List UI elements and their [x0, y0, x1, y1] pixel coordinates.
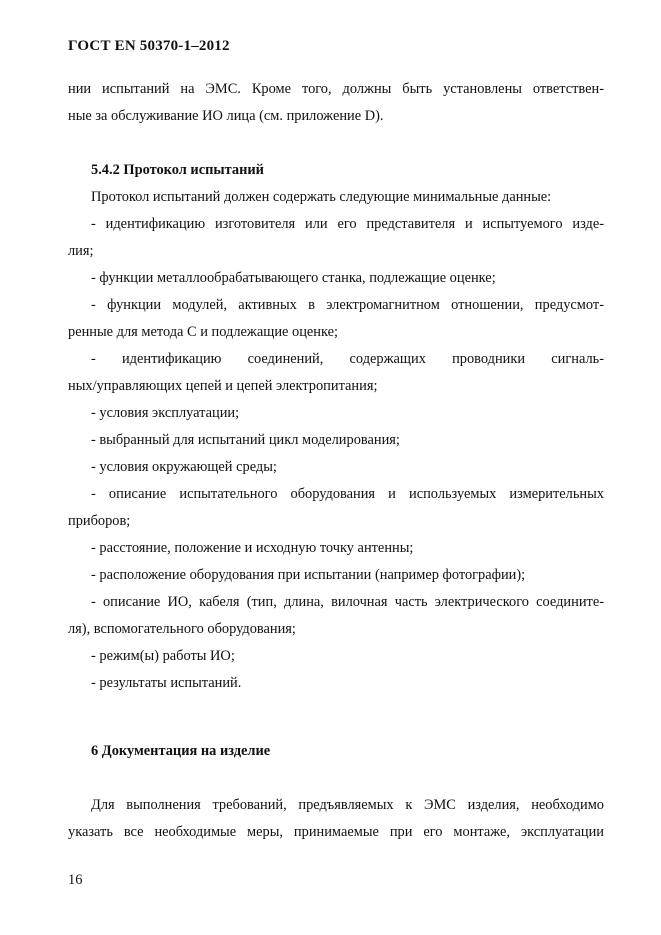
list-item: - описание ИО, кабеля (тип, длина, вилочная часть электрического соедините- — [91, 594, 604, 610]
page-number: 16 — [68, 872, 83, 888]
list-item: - условия окружающей среды; — [91, 459, 277, 475]
section-heading-5-4-2: 5.4.2 Протокол испытаний — [91, 162, 264, 178]
list-item: - условия эксплуатации; — [91, 405, 240, 421]
list-item: - режим(ы) работы ИО; — [91, 648, 235, 664]
list-item: - функции модулей, активных в электромагнитном отношении, предусмот- — [91, 297, 604, 313]
list-item-continuation: приборов; — [68, 513, 131, 529]
list-item: - идентификацию изготовителя или его представителя и испытуемого изде- — [91, 216, 604, 232]
list-item: - результаты испытаний. — [91, 675, 242, 691]
list-item-continuation: ных/управляющих цепей и цепей электропитания; — [68, 378, 378, 394]
paragraph-line: указать все необходимые меры, принимаемые при его монтаже, эксплуатации — [68, 824, 604, 840]
document-header: ГОСТ EN 50370-1–2012 — [68, 38, 230, 54]
list-item-continuation: лия; — [68, 243, 94, 259]
list-item: - выбранный для испытаний цикл моделирования; — [91, 432, 400, 448]
section-lead: Протокол испытаний должен содержать следующие минимальные данные: — [91, 189, 552, 205]
list-item-continuation: ренные для метода C и подлежащие оценке; — [68, 324, 339, 340]
intro-line-1: нии испытаний на ЭМС. Кроме того, должны быть установлены ответствен- — [68, 81, 604, 97]
list-item-continuation: ля), вспомогательного оборудования; — [68, 621, 296, 637]
list-item: - описание испытательного оборудования и используемых измерительных — [91, 486, 604, 502]
intro-line-2: ные за обслуживание ИО лица (см. приложение D). — [68, 108, 384, 124]
list-item: - расположение оборудования при испытании (например фотографии); — [91, 567, 526, 583]
section-heading-6: 6 Документация на изделие — [91, 743, 271, 759]
paragraph-line: Для выполнения требований, предъявляемых к ЭМС изделия, необходимо — [91, 797, 604, 813]
list-item: - идентификацию соединений, содержащих проводники сигналь- — [91, 351, 604, 367]
list-item: - функции металлообрабатывающего станка, подлежащие оценке; — [91, 270, 496, 286]
list-item: - расстояние, положение и исходную точку антенны; — [91, 540, 414, 556]
